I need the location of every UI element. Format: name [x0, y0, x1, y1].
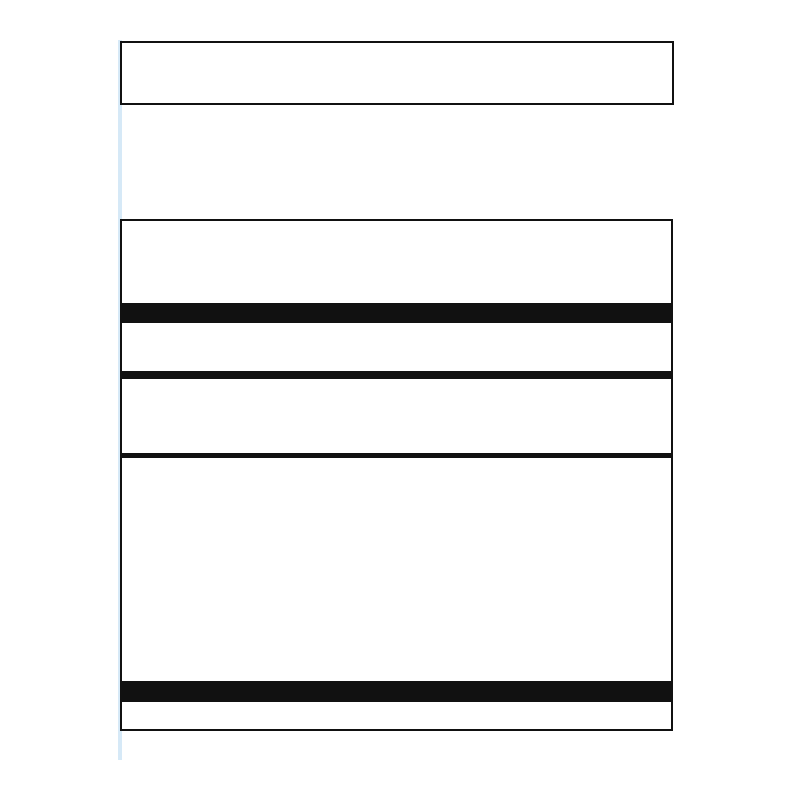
thick-rule-vitamins — [122, 453, 671, 458]
thick-rule-header — [122, 371, 671, 379]
warning-box — [120, 41, 674, 105]
thick-rule-top — [122, 303, 671, 323]
supplement-facts-panel — [120, 219, 673, 731]
thick-rule-bottom — [122, 681, 671, 702]
